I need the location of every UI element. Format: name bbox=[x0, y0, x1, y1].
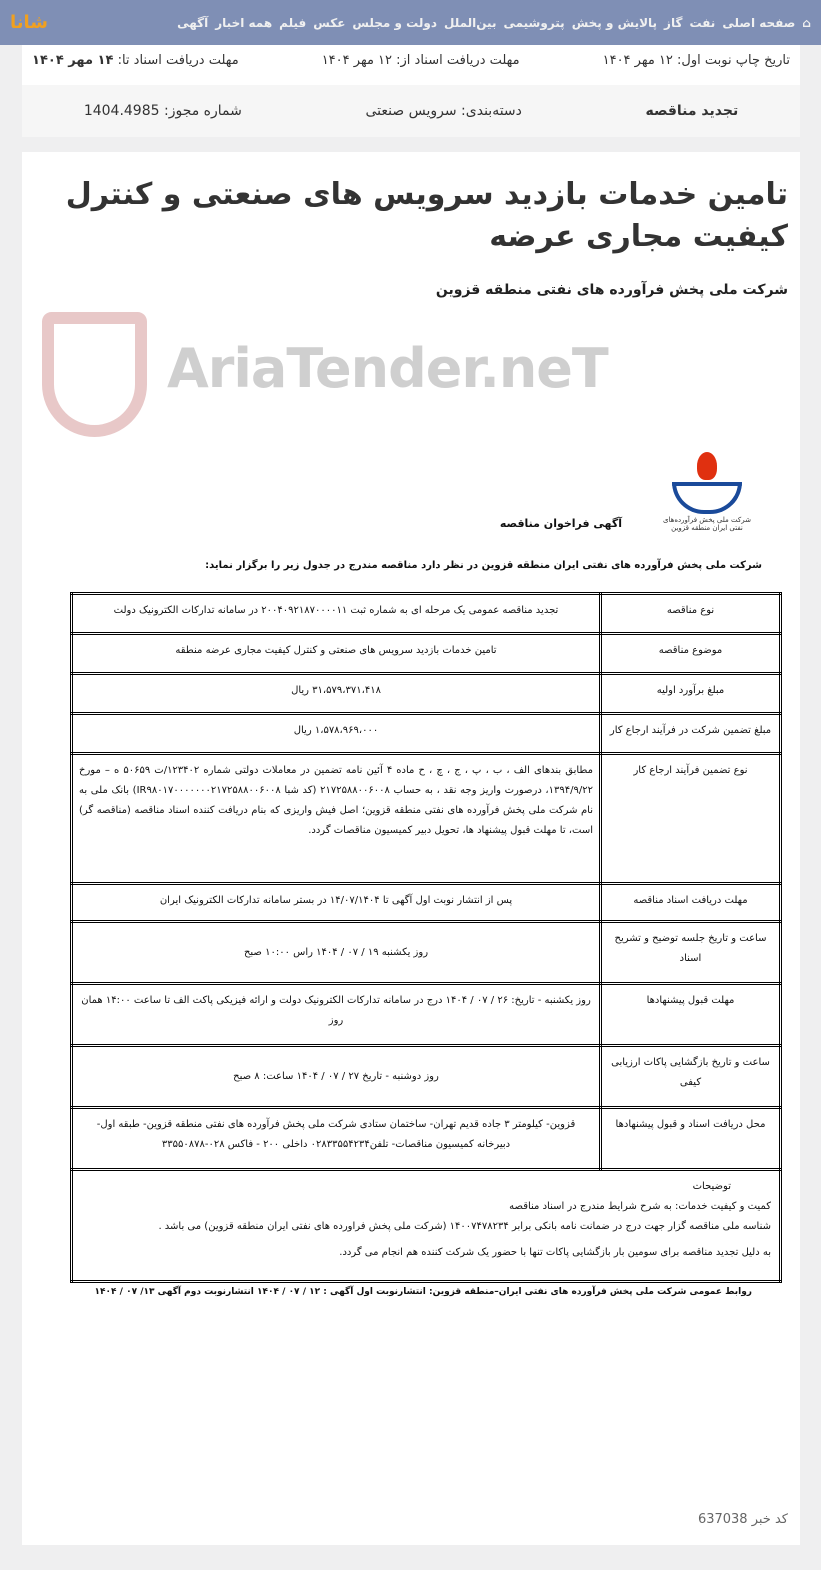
site-logo[interactable]: شانا bbox=[10, 12, 48, 33]
nav-item[interactable]: گاز bbox=[664, 15, 683, 30]
tender-detail-card bbox=[22, 152, 800, 1545]
row-label: ساعت و تاریخ بازگشایی پاکات ارزیابی کیفی bbox=[601, 1046, 781, 1108]
watermark bbox=[42, 312, 762, 442]
ad-intro: شرکت ملی پخش فرآورده های نفتی ایران منطقه قزوین در نظر دارد مناقصه مندرج در جدول زیر را برگزار نماید: bbox=[205, 560, 762, 571]
nav-item[interactable]: همه اخبار bbox=[215, 15, 273, 30]
row-value: تامین خدمات بازدید سرویس های صنعتی و کنترل کیفیت مجاری عرضه منطقه bbox=[72, 634, 601, 674]
row-label: نوع مناقصه bbox=[601, 594, 781, 634]
row-label: نوع تضمین فرآیند ارجاع کار bbox=[601, 754, 781, 884]
table-row bbox=[72, 674, 781, 714]
row-value: مطابق بندهای الف ، ب ، پ ، ج ، چ ، ح ماده ۴ آئین نامه تضمین در معاملات دولتی شماره ۱۲۳۴۰۲/ت ۵۰۶۵۹ ه – مورخ ۱۳۹۴/۹/۲۲، درصورت واریز وجه نقد ، به حساب ۲۱۷۲۵۸۸۰۰۶۰۰۸ (کد شبا IR۹۸۰۱۷۰۰۰۰۰۰۰۲۱۷۲۵۸۸۰۰۶۰۰۸) بانک ملی به نام شرکت ملی پخش فرآورده های نفتی منطقه قزوین؛ اصل فیش واریزی که بنام دریافت کننده اسناد مناقصه (مناقصه گر) است، تا مهلت قبول پیشنهاد ها، تحویل دبیر کمیسیون مناقصات گردد. bbox=[72, 754, 601, 884]
flame-icon bbox=[697, 452, 717, 480]
row-value: ۱،۵۷۸،۹۶۹،۰۰۰ ریال bbox=[72, 714, 601, 754]
nioc-logo bbox=[657, 452, 757, 552]
nav-item[interactable]: بین‌الملل bbox=[443, 15, 497, 30]
row-value: تجدید مناقصه عمومی یک مرحله ای به شماره ثبت ۲۰۰۴۰۹۲۱۸۷۰۰۰۰۱۱ در سامانه تدارکات الکترونیک دولت bbox=[72, 594, 601, 634]
row-label: محل دریافت اسناد و قبول پیشنهادها bbox=[601, 1108, 781, 1170]
news-code: کد خبر 637038 bbox=[697, 1512, 788, 1527]
tender-meta-card bbox=[22, 45, 800, 137]
row-label: موضوع مناقصه bbox=[601, 634, 781, 674]
row-label: مبلغ برآورد اولیه bbox=[601, 674, 781, 714]
docs-from: مهلت دریافت اسناد از: ۱۲ مهر ۱۴۰۴ bbox=[321, 53, 520, 68]
top-nav bbox=[0, 0, 821, 45]
page-title: تامین خدمات بازدید سرویس های صنعتی و کنترل کیفیت مجاری عرضه bbox=[65, 177, 788, 254]
row-value: ۳۱،۵۷۹،۳۷۱،۴۱۸ ریال bbox=[72, 674, 601, 714]
row-label: مهلت دریافت اسناد مناقصه bbox=[601, 884, 781, 922]
note: کمیت و کیفیت خدمات: به شرح شرایط مندرج در اسناد مناقصه bbox=[509, 1201, 771, 1212]
tender-type: تجدید مناقصه bbox=[645, 103, 739, 119]
row-label: مبلغ تضمین شرکت در فرآیند ارجاع کار bbox=[601, 714, 781, 754]
table-row bbox=[72, 1108, 781, 1170]
print-date: تاریخ چاپ نوبت اول: ۱۲ مهر ۱۴۰۴ bbox=[602, 53, 790, 68]
company-name: شرکت ملی پخش فرآورده های نفتی منطقه قزوین bbox=[435, 282, 788, 298]
ad-call-title: آگهی فراخوان مناقصه bbox=[499, 517, 622, 530]
nav-item[interactable]: پالایش و پخش bbox=[571, 15, 658, 30]
nav-item[interactable]: فیلم bbox=[279, 15, 307, 30]
note: به دلیل تجدید مناقصه برای سومین بار بازگشایی پاکات تنها با حضور یک شرکت کننده هم انجام می گردد. bbox=[339, 1247, 771, 1258]
nav-item[interactable]: صفحه اصلی bbox=[722, 15, 796, 30]
note: شناسه ملی مناقصه گزار جهت درج در ضمانت نامه بانکی برابر ۱۴۰۰۷۴۷۸۲۳۴ (شرکت ملی پخش فراورده های نفتی ایران منطقه قزوین) می باشد . bbox=[158, 1221, 771, 1232]
ad-footer: روابط عمومی شرکت ملی پخش فرآورده های نفتی ایران–منطقه قزوین: انتشارنوبت اول آگهی : ۱۲ / ۰۷ / ۱۴۰۴ انتشارنوبت دوم آگهی ۱۳/ ۰۷ / ۱۴۰۴ bbox=[94, 1287, 752, 1297]
table-row bbox=[72, 714, 781, 754]
row-label: مهلت قبول پیشنهادها bbox=[601, 984, 781, 1046]
table-row bbox=[72, 634, 781, 674]
nav-item[interactable]: آگهی bbox=[177, 15, 209, 30]
row-value: روز دوشنبه - تاریخ ۲۷ / ۰۷ / ۱۴۰۴ ساعت: ۸ صبح bbox=[72, 1046, 601, 1108]
nav-item[interactable]: دولت و مجلس bbox=[352, 15, 437, 30]
table-row bbox=[72, 884, 781, 922]
notes-row bbox=[72, 1170, 781, 1282]
row-value: پس از انتشار نوبت اول آگهی تا ۱۴/۰۷/۱۴۰۴ در بستر سامانه تدارکات الکترونیک ایران bbox=[72, 884, 601, 922]
table-row bbox=[72, 754, 781, 884]
table-row bbox=[72, 594, 781, 634]
tender-table bbox=[70, 592, 782, 1283]
docs-to-value: ۱۴ مهر ۱۴۰۴ bbox=[32, 53, 114, 68]
table-row bbox=[72, 984, 781, 1046]
home-icon[interactable]: ⌂ bbox=[802, 15, 811, 30]
row-label: ساعت و تاریخ جلسه توضیح و تشریح اسناد bbox=[601, 922, 781, 984]
docs-to bbox=[32, 53, 239, 68]
nav-item[interactable]: عکس bbox=[313, 15, 346, 30]
notes-title: توضیحات bbox=[692, 1181, 731, 1192]
tender-ad-image bbox=[70, 452, 782, 1297]
license-number: شماره مجوز: 1404.4985 bbox=[83, 103, 242, 119]
table-row bbox=[72, 922, 781, 984]
table-row bbox=[72, 1046, 781, 1108]
row-value: روز یکشنبه ۱۹ / ۰۷ / ۱۴۰۴ راس ۱۰:۰۰ صبح bbox=[72, 922, 601, 984]
logo-caption: شرکت ملی پخش فرآورده‌های نفتی ایران منطقه قزوین bbox=[663, 516, 751, 532]
row-value: روز یکشنبه - تاریخ: ۲۶ / ۰۷ / ۱۴۰۴ درج در سامانه تدارکات الکترونیک دولت و ارائه فیزیکی پاکت الف تا ساعت ۱۴:۰۰ همان روز bbox=[72, 984, 601, 1046]
docs-to-label: مهلت دریافت اسناد تا: bbox=[117, 53, 239, 68]
watermark-shield-icon bbox=[42, 312, 147, 437]
category: دسته‌بندی: سرویس صنعتی bbox=[365, 103, 522, 119]
watermark-text: AriaTender.neT bbox=[167, 337, 608, 400]
row-value: قزوین- کیلومتر ۳ جاده قدیم تهران- ساختمان ستادی شرکت ملی پخش فرآورده های نفتی منطقه قزوین- طبقه اول- دبیرخانه کمیسیون مناقصات- تلفن۰۲۸۳۳۵۵۴۲۳۴ داخلی ۲۰۰ - فاکس ۰۲۸-۳۳۵۵۰۸۷۸ bbox=[72, 1108, 601, 1170]
nav-item[interactable]: پتروشیمی bbox=[503, 15, 565, 30]
nav-item[interactable]: نفت bbox=[689, 15, 716, 30]
